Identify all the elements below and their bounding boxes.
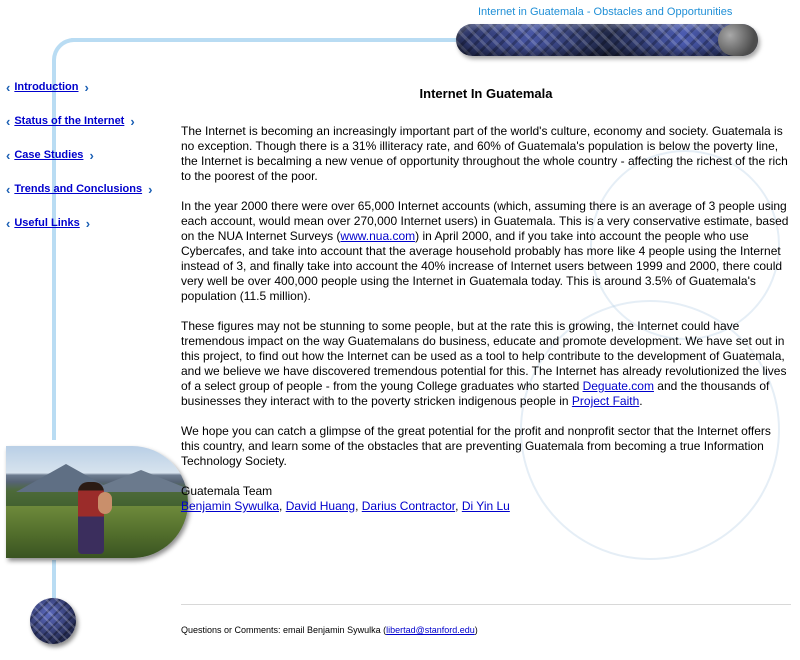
intro-paragraph: The Internet is becoming an increasingly important part of the world's culture, economy and society. Guatemala is no exception. Though there is a 31% illiteracy rate, and 60% of Guatemala's population is below the poverty line, the Internet is becalming a new venue of opportunity throughout the whole country - affecting the richest of the rich to the poorest of the poor. [181, 124, 788, 183]
nav-link-case-studies[interactable]: Case Studies [14, 149, 84, 161]
team-label: Guatemala Team [181, 484, 273, 498]
footer-text-end: ) [474, 625, 478, 635]
chevron-right-icon: › [148, 181, 153, 197]
chevron-right-icon: › [130, 113, 135, 129]
site-title: Internet in Guatemala - Obstacles and Opportunities [478, 6, 733, 18]
closing-paragraph: We hope you can catch a glimpse of the great potential for the profit and nonprofit sector that the Internet offers this country, and learn some of the obstacles that are preventing Guatemala from becoming a true Information Technology Society. [181, 424, 771, 468]
nav-link-useful-links[interactable]: Useful Links [14, 217, 80, 229]
statistics-text-continued: ) in April 2000, and if you take into account the people who use Cybercafes, and take into account that the average household probably has more like 4 people using the Internet instead of 3, and finally take into account the 40% increase of Internet users between 1999 and 2000, there could very well be over 400,000 people using the Internet in Guatemala today. This is around 3.5% of Guatemala's population (11.5 million). [181, 229, 783, 303]
woven-banner-image [456, 24, 758, 56]
nav-item-trends [6, 172, 166, 206]
frame-corner [52, 38, 88, 74]
frame-top-line [70, 38, 470, 42]
team-member-link[interactable]: Di Yin Lu [461, 499, 510, 513]
nav-link-status[interactable]: Status of the Internet [14, 115, 125, 127]
nua-link[interactable]: www.nua.com [340, 229, 416, 243]
deguate-link[interactable]: Deguate.com [582, 379, 654, 393]
team-member-link[interactable]: Darius Contractor [361, 499, 456, 513]
statistics-paragraph [181, 199, 791, 304]
statistics-text: In the year 2000 there were over 65,000 Internet accounts (which, assuming there is an average of 3 people using each account, would mean over 270,000 Internet users) in Guatemala. This is a very conservative estimate, based on the NUA Internet Surveys ( [181, 199, 789, 243]
nav-item-useful-links [6, 206, 166, 240]
chevron-left-icon: ‹ [6, 181, 11, 197]
team-members [181, 499, 791, 514]
sidebar-nav [6, 70, 166, 240]
nav-link-trends[interactable]: Trends and Conclusions [14, 183, 143, 195]
nav-item-status [6, 104, 166, 138]
team-separator: , [355, 499, 362, 513]
email-link[interactable]: libertad@stanford.edu [386, 625, 475, 635]
footer-contact [181, 625, 478, 635]
page-title: Internet In Guatemala [419, 86, 553, 101]
chevron-left-icon: ‹ [6, 215, 11, 231]
chevron-left-icon: ‹ [6, 79, 11, 95]
footer-text: Questions or Comments: email Benjamin Sywulka ( [181, 625, 387, 635]
footer-divider [181, 604, 791, 605]
child-figure [98, 492, 112, 514]
woven-orb-image [30, 598, 76, 644]
chevron-right-icon: › [89, 147, 94, 163]
chevron-right-icon: › [84, 79, 89, 95]
team-member-link[interactable]: David Huang [285, 499, 356, 513]
chevron-left-icon: ‹ [6, 147, 11, 163]
team-separator: , [279, 499, 286, 513]
guatemala-photo [6, 446, 188, 558]
chevron-left-icon: ‹ [6, 113, 11, 129]
impact-text-end: . [639, 394, 643, 408]
chevron-right-icon: › [85, 215, 91, 231]
impact-text: These figures may not be stunning to some people, but at the rate this is growing, the Internet could have tremendous impact on the way Guatemalans do business, educate and promote development. We have set out in this project, to find out how the Internet can be used as a tool to help contribute to the development of Guatemala, and we believe we have discovered tremendous potential for this. The Internet has already revolutionized the lives of a select group of people - from the young College graduates who started [181, 319, 787, 393]
team-member-link[interactable]: Benjamin Sywulka [181, 499, 280, 513]
project-faith-link[interactable]: Project Faith [571, 394, 640, 408]
nav-item-introduction [6, 70, 166, 104]
team-separator: , [455, 499, 462, 513]
impact-text-middle: and the thousands of businesses they interact with to the poverty stricken indigenous people in [181, 379, 770, 408]
main-content [181, 86, 791, 514]
nav-link-introduction[interactable]: Introduction [14, 81, 79, 93]
impact-paragraph [181, 319, 791, 409]
nav-item-case-studies [6, 138, 166, 172]
